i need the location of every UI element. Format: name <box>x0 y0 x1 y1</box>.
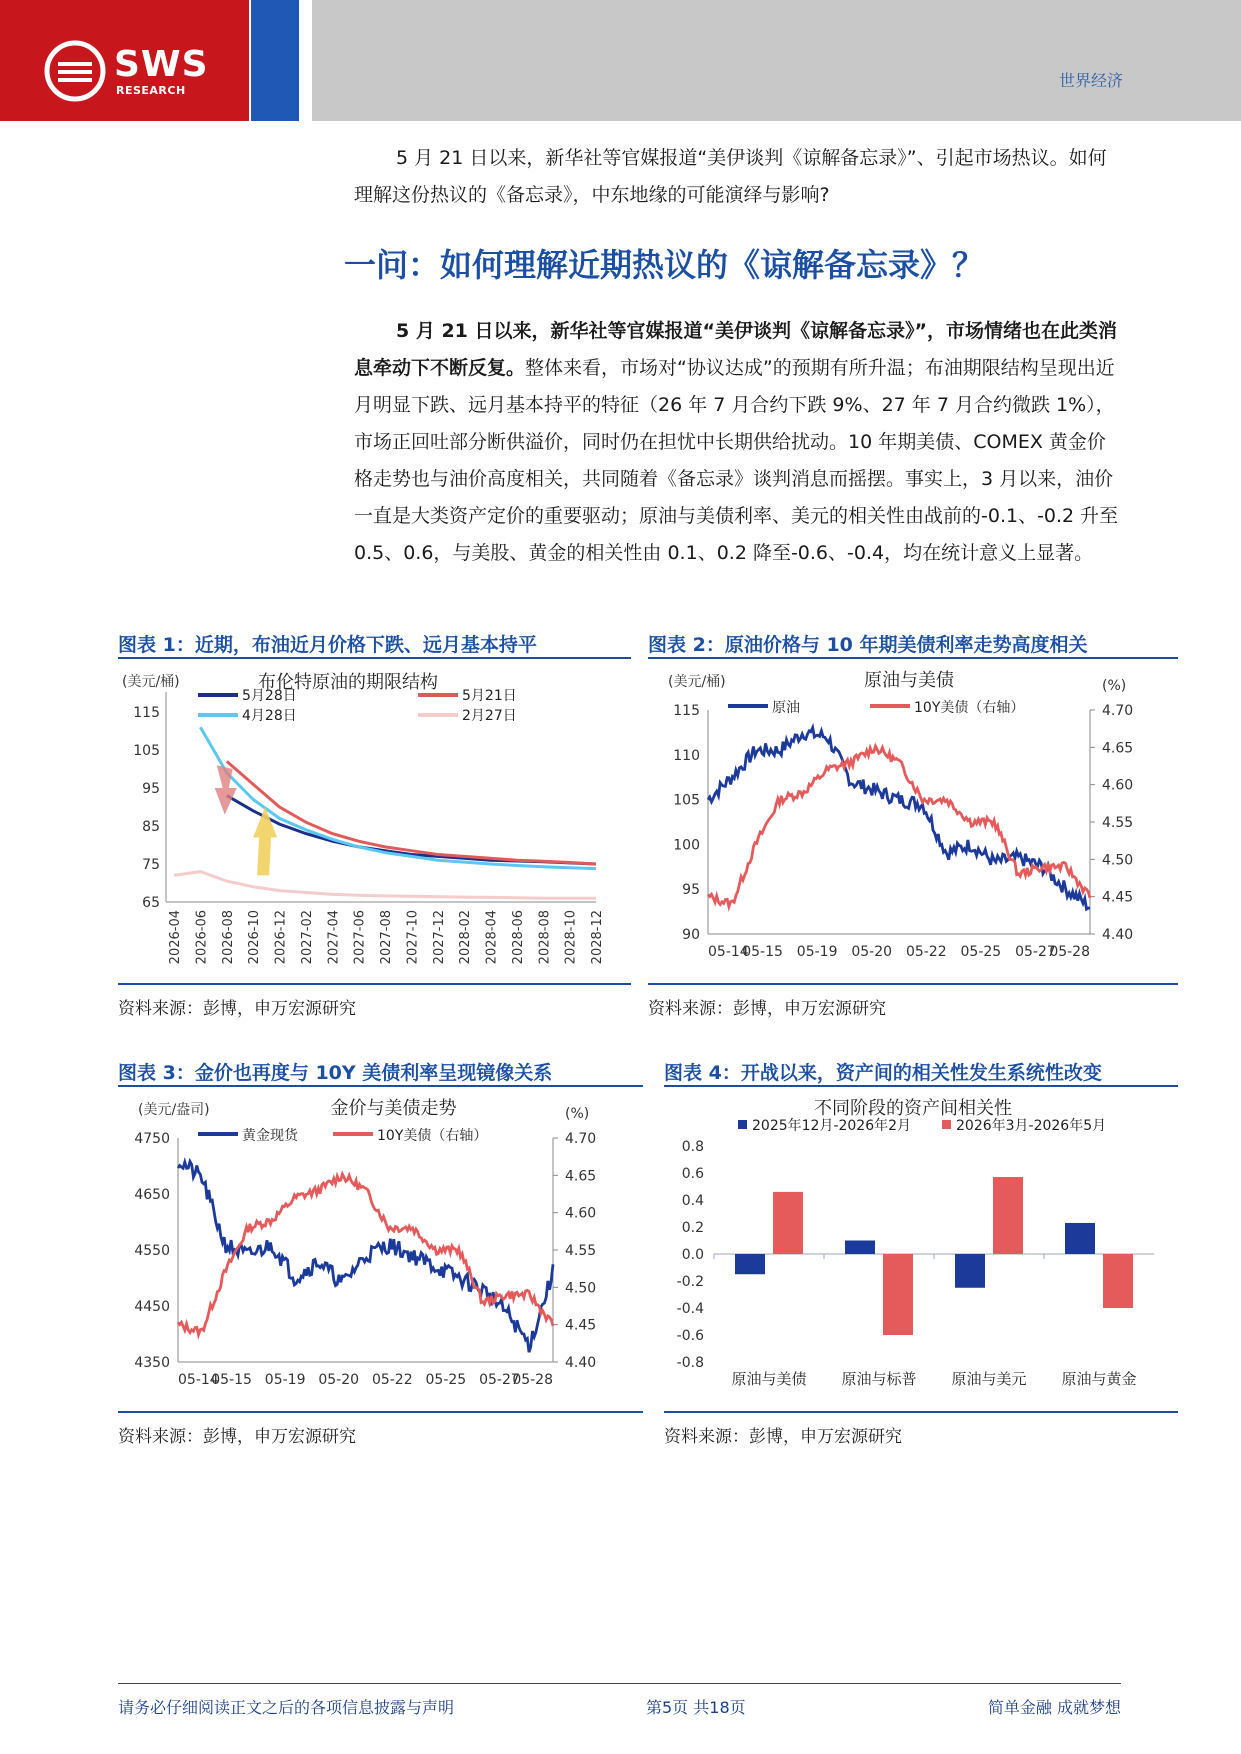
chart-4-bar <box>883 1254 913 1335</box>
chart-1-series-line <box>227 761 596 864</box>
chart-2-xtick: 05-25 <box>960 944 1002 960</box>
chart-2-ytick: 110 <box>673 747 700 764</box>
chart-1-xtick: 2028-12 <box>590 910 605 965</box>
chart-4-title: 不同阶段的资产间相关性 <box>814 1098 1012 1119</box>
footer-rule <box>118 1683 1121 1684</box>
chart-1-xtick: 2026-06 <box>194 910 210 965</box>
chart-1-legend-label: 4月28日 <box>242 708 297 724</box>
chart-4-category-label: 原油与标普 <box>841 1370 917 1388</box>
chart-3-ytick: 4550 <box>134 1243 170 1259</box>
logo-text: SWS <box>114 44 209 85</box>
chart-2-y2tick: 4.45 <box>1102 889 1134 906</box>
chart-1-legend-label: 5月28日 <box>242 688 297 704</box>
chart-1-xtick: 2028-04 <box>484 910 500 965</box>
chart-1-legend-label: 5月21日 <box>462 688 517 704</box>
chart-1-ytick: 85 <box>142 819 160 835</box>
chart-2-xtick: 05-19 <box>796 944 838 960</box>
chart-4-bar <box>1103 1254 1133 1308</box>
footer-slogan: 简单金融 成就梦想 <box>987 1698 1121 1717</box>
chart-4-bar <box>845 1241 875 1255</box>
chart-3-ytick: 4650 <box>134 1187 170 1203</box>
chart-4-ytick: -0.8 <box>676 1355 704 1371</box>
figure-1-source: 资料来源：彭博，申万宏源研究 <box>118 999 356 1019</box>
sws-logo <box>44 40 209 102</box>
sws-emblem-icon <box>44 40 106 102</box>
chart-4-category-label: 原油与美元 <box>951 1370 1027 1388</box>
chart-4-bar <box>1065 1223 1095 1254</box>
chart-3-xtick: 05-28 <box>512 1372 553 1388</box>
chart-1-xtick: 2026-04 <box>168 910 183 965</box>
chart-3-ytick: 4450 <box>134 1299 170 1315</box>
chart-4-bar <box>773 1192 803 1254</box>
chart-2-series-line <box>708 728 1090 910</box>
chart-3-xtick: 05-20 <box>318 1372 360 1388</box>
chart-1-series-line <box>227 796 596 864</box>
chart-3-y2label: (%) <box>565 1106 590 1122</box>
chart-3-legend-label: 黄金现货 <box>242 1128 298 1144</box>
chart-2-xtick: 05-22 <box>905 944 947 960</box>
chart-1-series-line <box>174 872 596 899</box>
chart-3-y2tick: 4.60 <box>565 1205 597 1222</box>
figure-3-title: 图表 3：金价也再度与 10Y 美债利率呈现镜像关系 <box>118 1062 553 1084</box>
chart-3-y2tick: 4.65 <box>565 1168 597 1185</box>
chart-3-legend-label: 10Y美债（右轴） <box>377 1128 488 1144</box>
chart-3-ylabel: (美元/盎司) <box>138 1102 210 1118</box>
chart-2-y2tick: 4.65 <box>1102 740 1134 757</box>
chart-4-ytick: -0.2 <box>676 1274 704 1290</box>
chart-4-ytick: 0.6 <box>681 1166 704 1182</box>
chart-1-xtick: 2028-02 <box>458 910 474 965</box>
chart-2-svg <box>648 662 1180 980</box>
chart-4-ytick: -0.6 <box>676 1328 704 1344</box>
chart-3-title: 金价与美债走势 <box>330 1098 457 1119</box>
body-text: 整体来看，市场对“协议达成”的预期有所升温；布油期限结构呈现出近月明显下跌、远月基本持平的特征（26 年 7 月合约下跌 9%、27 年 7 月合约微跌 1%），市场正回吐部分断供溢价，同时仍在担忧中长期供给扰动。10 年期美债、COMEX 黄金价格走势也与油价高度相关，共同随着《备忘录》谈判消息而摇摆。事实上，3 月以来，油价一直是大类资产定价的重要驱动；原油与美债利率、美元的相关性由战前的-0.1、-0.2 升至 0.5、0.6，与美股、黄金的相关性由 0.1、0.2 降至-0.6、-0.4，均在统计意义上显著。 <box>354 357 1119 564</box>
chart-3-y2tick: 4.50 <box>565 1280 597 1297</box>
section-tag: 世界经济 <box>1058 71 1123 90</box>
chart-3-ytick: 4750 <box>134 1131 170 1147</box>
chart-1-ytick: 75 <box>142 857 160 873</box>
chart-3-series-line <box>178 1174 553 1335</box>
chart-2-y2tick: 4.60 <box>1102 777 1134 794</box>
figure-1-rule <box>118 657 631 659</box>
chart-2-legend-label: 10Y美债（右轴） <box>914 700 1025 716</box>
chart-1-ylabel: (美元/桶) <box>122 674 180 690</box>
figure-2-source: 资料来源：彭博，申万宏源研究 <box>648 999 886 1019</box>
chart-2-series-line <box>708 746 1090 907</box>
header-gray-band <box>312 0 1241 121</box>
figure-4-source: 资料来源：彭博，申万宏源研究 <box>664 1427 902 1447</box>
figure-4-rule <box>664 1085 1178 1087</box>
chart-2-ylabel: (美元/桶) <box>668 674 726 690</box>
chart-3-y2tick: 4.70 <box>565 1131 597 1147</box>
chart-3-xtick: 05-25 <box>425 1372 467 1388</box>
chart-2-xtick: 05-20 <box>851 944 893 960</box>
chart-1-ytick: 115 <box>133 705 160 721</box>
chart-1-xtick: 2027-02 <box>299 910 315 965</box>
chart-3-xtick: 05-14 <box>178 1372 219 1388</box>
chart-2-ytick: 100 <box>673 837 700 854</box>
figure-3-bottom-rule <box>118 1411 643 1413</box>
header-blue-band <box>251 0 299 121</box>
chart-1-xtick: 2028-10 <box>563 910 579 965</box>
chart-4-bar <box>735 1254 765 1274</box>
chart-1-ytick: 105 <box>133 743 160 759</box>
chart-4-category-label: 原油与美债 <box>731 1370 807 1388</box>
figure-1-bottom-rule <box>118 983 631 985</box>
chart-2-xtick: 05-14 <box>708 944 749 960</box>
chart-4-ytick: 0.4 <box>681 1193 704 1209</box>
figure-4-title: 图表 4：开战以来，资产间的相关性发生系统性改变 <box>664 1062 1102 1084</box>
chart-1-xtick: 2026-10 <box>247 910 263 965</box>
chart-4-legend-label: 2026年3月-2026年5月 <box>956 1118 1107 1134</box>
chart-2-y2tick: 4.50 <box>1102 852 1134 869</box>
chart-2-xtick: 05-28 <box>1049 944 1090 960</box>
chart-4-svg <box>664 1090 1180 1408</box>
chart-1-xtick: 2026-08 <box>220 910 236 965</box>
chart-2-y2label: (%) <box>1102 678 1127 694</box>
figure-2-bottom-rule <box>648 983 1178 985</box>
chart-4 <box>664 1090 1180 1412</box>
chart-1-down-arrow-icon <box>215 765 237 814</box>
chart-4-legend-swatch <box>738 1120 747 1129</box>
figure-2-title: 图表 2：原油价格与 10 年期美债利率走势高度相关 <box>648 634 1088 656</box>
figure-1-title: 图表 1：近期，布油近月价格下跌、远月基本持平 <box>118 634 537 656</box>
figure-3-source: 资料来源：彭博，申万宏源研究 <box>118 1427 356 1447</box>
figure-3-rule <box>118 1085 643 1087</box>
chart-3-y2tick: 4.55 <box>565 1243 597 1259</box>
chart-3-y2tick: 4.40 <box>565 1355 597 1371</box>
chart-1-xtick: 2027-08 <box>379 910 394 965</box>
logo-subtext: RESEARCH <box>116 84 186 97</box>
chart-3 <box>118 1090 643 1412</box>
intro-paragraph: 5 月 21 日以来，新华社等官媒报道“美伊谈判《谅解备忘录》”、引起市场热议。如何理解这份热议的《备忘录》，中东地缘的可能演绎与影响? <box>354 147 1107 206</box>
chart-3-xtick: 05-27 <box>479 1372 520 1388</box>
chart-4-legend-label: 2025年12月-2026年2月 <box>752 1118 912 1134</box>
chart-4-ytick: -0.4 <box>676 1301 704 1317</box>
chart-4-ytick: 0.0 <box>681 1247 704 1263</box>
chart-1-title: 布伦特原油的期限结构 <box>258 672 438 693</box>
chart-1-xtick: 2028-06 <box>510 910 526 965</box>
chart-2-title: 原油与美债 <box>864 670 954 691</box>
figure-2-rule <box>648 657 1178 659</box>
chart-4-category-label: 原油与黄金 <box>1061 1370 1137 1388</box>
body-paragraph <box>354 313 1119 572</box>
chart-1 <box>118 662 633 984</box>
chart-2-y2tick: 4.40 <box>1102 927 1134 943</box>
chart-4-bar <box>993 1177 1023 1254</box>
chart-1-xtick: 2026-12 <box>273 910 289 965</box>
chart-1-svg <box>118 662 633 980</box>
footer-disclaimer: 请务必仔细阅读正文之后的各项信息披露与声明 <box>118 1698 455 1717</box>
chart-4-ytick: 0.2 <box>681 1220 704 1236</box>
chart-3-y2tick: 4.45 <box>565 1317 597 1334</box>
section-heading: 一问：如何理解近期热议的《谅解备忘录》？ <box>344 246 985 284</box>
chart-4-legend-swatch <box>942 1120 951 1129</box>
chart-3-ytick: 4350 <box>134 1355 170 1371</box>
chart-2-ytick: 90 <box>682 927 700 943</box>
chart-2-xtick: 05-15 <box>742 944 783 960</box>
chart-1-up-arrow-icon <box>253 807 277 875</box>
chart-1-ytick: 65 <box>142 895 160 911</box>
chart-3-svg <box>118 1090 643 1408</box>
chart-2-xtick: 05-27 <box>1015 944 1056 960</box>
chart-3-xtick: 05-15 <box>211 1372 252 1388</box>
chart-1-ytick: 95 <box>142 781 160 797</box>
chart-2-legend-label: 原油 <box>772 700 800 716</box>
chart-1-xtick: 2027-12 <box>431 910 447 965</box>
chart-1-xtick: 2027-06 <box>352 910 368 965</box>
chart-1-xtick: 2028-08 <box>537 910 553 965</box>
footer-page-number: 第5页 共18页 <box>646 1698 746 1717</box>
chart-1-xtick: 2027-10 <box>405 910 421 965</box>
chart-4-bar <box>955 1254 985 1288</box>
chart-3-xtick: 05-19 <box>264 1372 306 1388</box>
chart-2-ytick: 95 <box>682 882 700 899</box>
chart-3-xtick: 05-22 <box>371 1372 413 1388</box>
chart-2 <box>648 662 1180 984</box>
figure-4-bottom-rule <box>664 1411 1178 1413</box>
chart-2-y2tick: 4.70 <box>1102 703 1134 719</box>
chart-2-y2tick: 4.55 <box>1102 815 1134 831</box>
body-bold-lead: 5 月 21 日以来，新华社等官媒报道“美伊谈判《谅解备忘录》”，市场情绪也在此类消息牵动下不断反复。 <box>354 320 1117 379</box>
chart-1-legend-label: 2月27日 <box>462 708 517 724</box>
chart-4-ytick: 0.8 <box>681 1139 704 1155</box>
chart-1-xtick: 2027-04 <box>326 910 342 965</box>
chart-2-ytick: 115 <box>673 703 700 719</box>
chart-2-ytick: 105 <box>673 792 700 809</box>
